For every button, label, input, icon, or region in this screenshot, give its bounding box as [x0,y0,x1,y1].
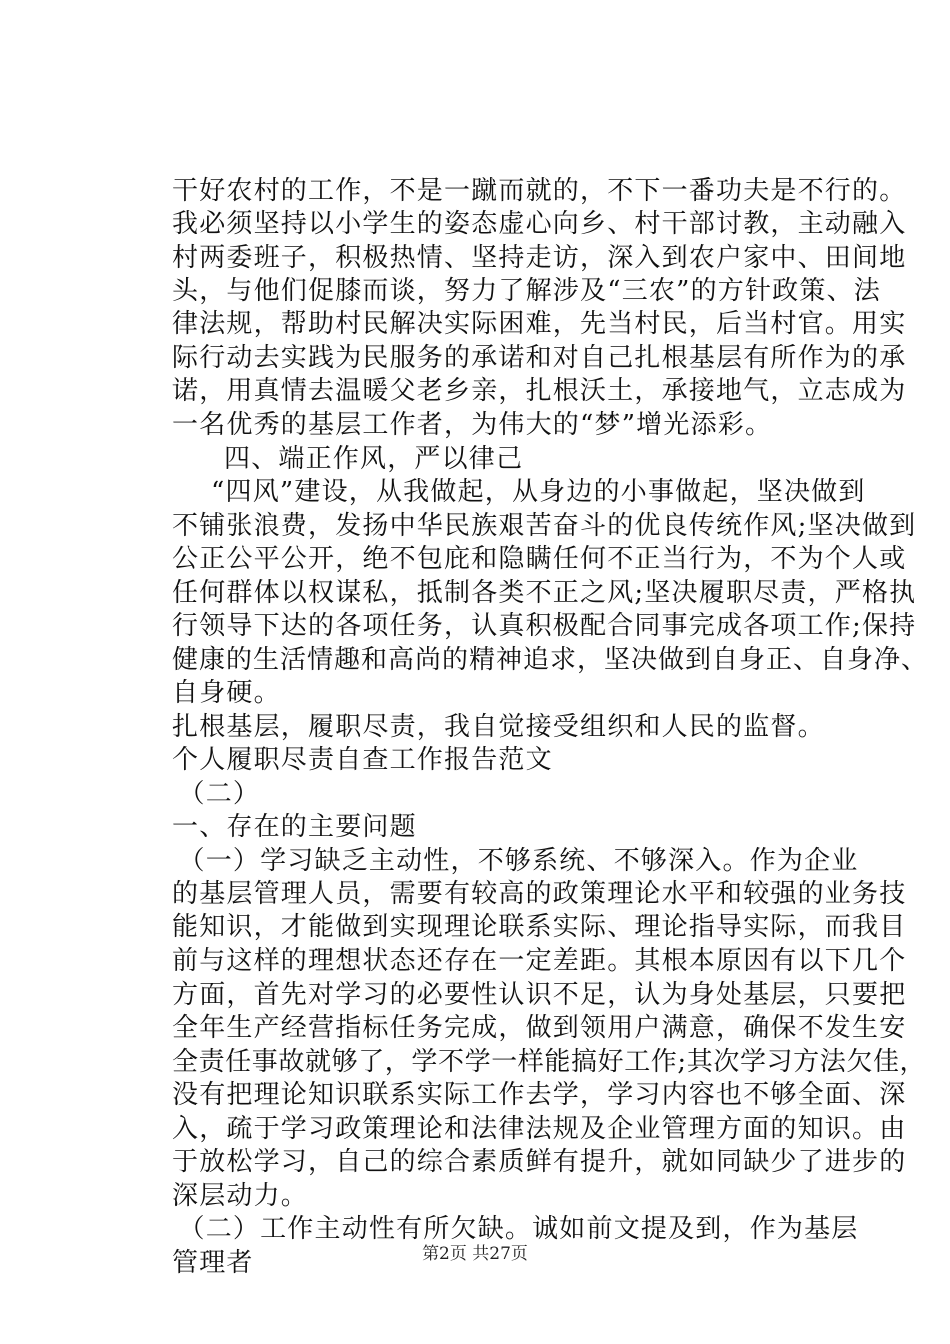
text-line: 四、端正作风，严以律己 [224,444,524,474]
text-line: 能知识，才能做到实现理论联系实际、理论指导实际，而我目 [172,912,907,942]
text-line: 于放松学习，自己的综合素质鲜有提升，就如同缺少了进步的 [172,1147,907,1177]
text-line: 前与这样的理想状态还存在一定差距。其根本原因有以下几个 [172,946,907,976]
text-line: 诺，用真情去温暖父老乡亲，扎根沃土，承接地气，立志成为 [172,376,907,406]
page-footer: 第2页 共27页 [422,1244,528,1264]
text-line: 的基层管理人员，需要有较高的政策理论水平和较强的业务技 [172,879,907,909]
text-line: 深层动力。 [172,1181,309,1211]
text-line: 际行动去实践为民服务的承诺和对自己扎根基层有所作为的承 [172,343,907,373]
text-line: 头，与他们促膝而谈，努力了解涉及“三农”的方针政策、法 [172,276,881,306]
text-line: 自身硬。 [172,678,281,708]
text-line: （二）工作主动性有所欠缺。诚如前文提及到，作为基层 [178,1214,859,1244]
text-line: 入，疏于学习政策理论和法律法规及企业管理方面的知识。由 [172,1114,907,1144]
text-line: 一名优秀的基层工作者，为伟大的“梦”增光添彩。 [172,410,773,440]
text-line: 全责任事故就够了，学不学一样能搞好工作;其次学习方法欠佳， [172,1047,927,1077]
text-line: （一）学习缺乏主动性，不够系统、不够深入。作为企业 [178,846,859,876]
text-line: 方面，首先对学习的必要性认识不足，认为身处基层，只要把 [172,980,907,1010]
text-line: “四风”建设，从我做起，从身边的小事做起，坚决做到 [211,477,866,507]
text-line: 律法规，帮助村民解决实际困难，先当村民，后当村官。用实 [172,309,907,339]
text-line: 没有把理论知识联系实际工作去学，学习内容也不够全面、深 [172,1080,907,1110]
text-line: 一、存在的主要问题 [172,812,417,842]
text-line: 不铺张浪费，发扬中华民族艰苦奋斗的优良传统作风;坚决做到 [172,511,917,541]
text-line: 村两委班子，积极热情、坚持走访，深入到农户家中、田间地 [172,243,907,273]
text-line: 我必须坚持以小学生的姿态虚心向乡、村干部讨教，主动融入 [172,209,907,239]
text-line: 任何群体以权谋私，抵制各类不正之风;坚决履职尽责，严格执 [172,578,917,608]
text-line: 行领导下达的各项任务，认真积极配合同事完成各项工作;保持 [172,611,917,641]
text-line: 管理者 [172,1248,254,1278]
text-line: 全年生产经营指标任务完成，做到领用户满意，确保不发生安 [172,1013,907,1043]
text-line: 公正公平公开，绝不包庇和隐瞒任何不正当行为，不为个人或 [172,544,907,574]
text-line: 个人履职尽责自查工作报告范文 [172,745,553,775]
text-line: 扎根基层，履职尽责，我自觉接受组织和人民的监督。 [172,712,825,742]
text-line: （二） [178,779,261,809]
text-line: 健康的生活情趣和高尚的精神追求，坚决做到自身正、自身净、 [172,645,929,675]
text-line: 干好农村的工作，不是一蹴而就的，不下一番功夫是不行的。 [172,176,907,206]
